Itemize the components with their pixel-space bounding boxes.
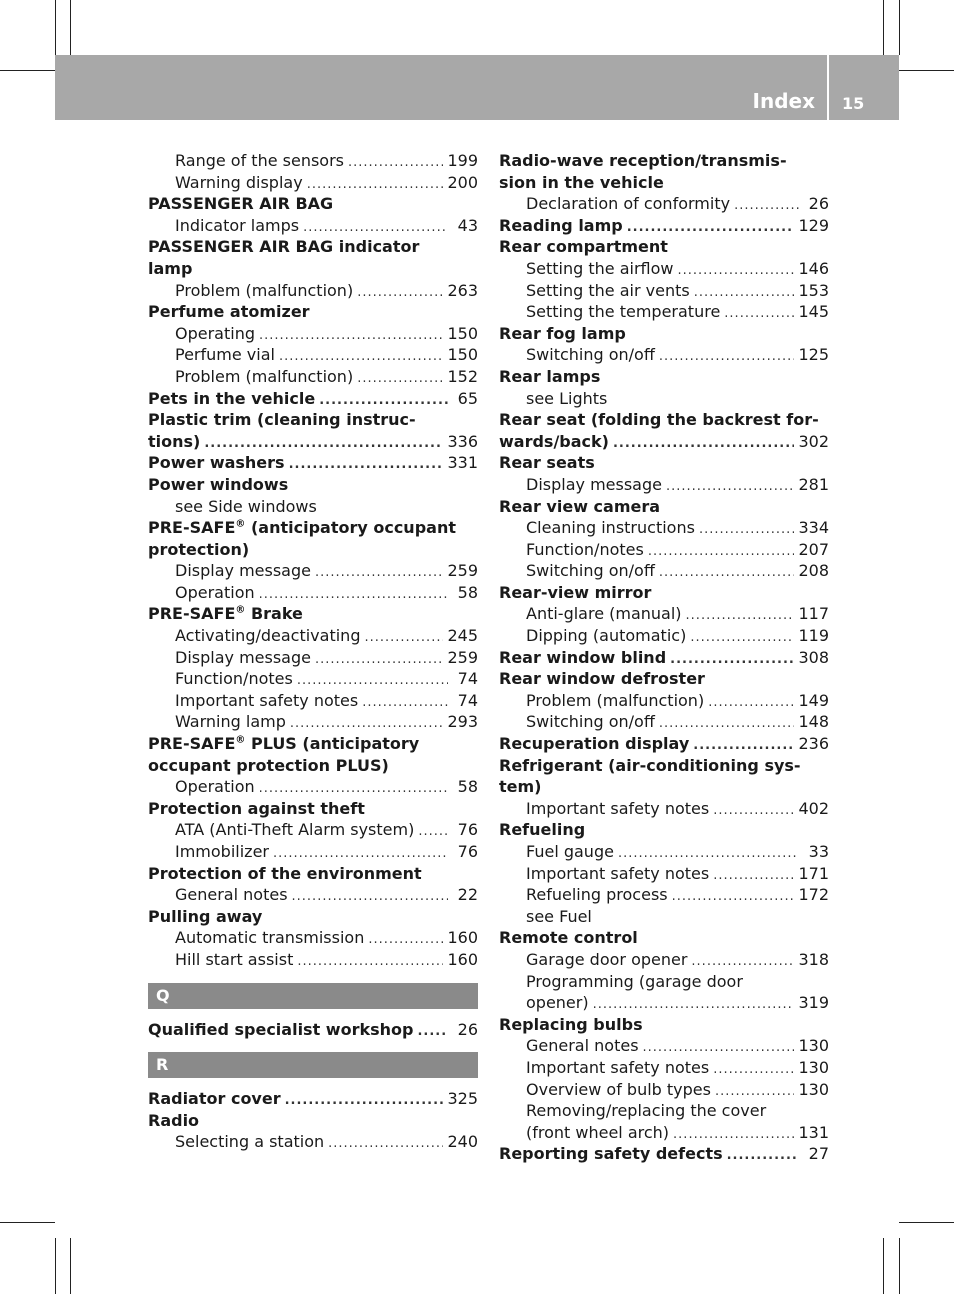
- entry-label: wards/back): [499, 431, 609, 451]
- page-reference[interactable]: 76: [457, 820, 478, 840]
- dot-leader: [678, 260, 795, 282]
- page-reference[interactable]: 208: [798, 561, 829, 581]
- index-subentry[interactable]: [499, 690, 829, 712]
- index-reference: see Lights: [526, 388, 608, 408]
- page-reference[interactable]: 240: [447, 1132, 478, 1152]
- index-heading: [148, 517, 478, 539]
- entry-label: Refueling process: [526, 885, 668, 905]
- entry-label: Fuel gauge: [526, 842, 614, 861]
- entry-label: Declaration of conformity: [526, 194, 731, 214]
- page-reference[interactable]: 293: [447, 712, 478, 732]
- page-reference[interactable]: 33: [808, 842, 829, 861]
- index-subentry[interactable]: [148, 927, 478, 949]
- index-subentry[interactable]: [499, 193, 829, 215]
- entry-label: Reading lamp: [499, 215, 623, 235]
- index-heading: [148, 603, 478, 625]
- crop-mark: [899, 70, 954, 71]
- dot-leader: [328, 1133, 443, 1155]
- index-subentry[interactable]: [499, 625, 829, 647]
- page-reference[interactable]: 172: [798, 885, 829, 905]
- index-subentry[interactable]: [499, 539, 829, 561]
- entry-label: opener): [526, 993, 589, 1013]
- index-subentry[interactable]: [148, 625, 478, 647]
- entry-label: Pets in the vehicle: [148, 388, 316, 408]
- crop-mark: [70, 0, 71, 55]
- page-reference[interactable]: 259: [447, 561, 478, 581]
- entry-label: Automatic transmission: [175, 928, 365, 948]
- entry-label: Display message: [175, 647, 311, 667]
- page-reference[interactable]: 27: [808, 1144, 829, 1164]
- dot-leader: [713, 865, 794, 887]
- dot-leader: [659, 562, 795, 584]
- page-reference[interactable]: 200: [447, 172, 478, 192]
- entry-label: Function/notes: [175, 669, 293, 689]
- index-subentry[interactable]: [148, 647, 478, 669]
- index-heading: Remote control: [499, 928, 638, 948]
- index-heading: Rear view camera: [499, 496, 661, 516]
- entry-label: Reporting safety defects: [499, 1144, 723, 1164]
- entry-label: Power washers: [148, 453, 285, 473]
- page-reference[interactable]: 199: [447, 151, 478, 170]
- page-reference[interactable]: 148: [798, 712, 829, 732]
- index-entry[interactable]: [148, 452, 478, 474]
- index-heading: Protection of the environment: [148, 863, 422, 883]
- dot-leader: [357, 282, 443, 304]
- page-reference[interactable]: 26: [457, 1019, 478, 1039]
- index-heading: protection): [148, 539, 250, 559]
- index-heading: Rear-view mirror: [499, 582, 652, 602]
- index-subentry[interactable]: [148, 172, 478, 194]
- index-heading: Protection against theft: [148, 798, 365, 818]
- entry-label: Selecting a station: [175, 1132, 325, 1152]
- index-entry[interactable]: [499, 647, 829, 669]
- dot-leader: [259, 325, 443, 347]
- page-reference[interactable]: 152: [447, 366, 478, 386]
- index-entry[interactable]: [499, 733, 829, 755]
- index-heading: PASSENGER AIR BAG indicator: [148, 237, 420, 257]
- dot-leader: [348, 152, 443, 174]
- index-subentry[interactable]: [499, 711, 829, 733]
- crop-mark: [70, 1238, 71, 1294]
- page-reference[interactable]: 65: [457, 388, 478, 408]
- dot-leader: [417, 1021, 448, 1043]
- entry-label: Display message: [175, 561, 311, 581]
- dot-leader: [289, 454, 444, 476]
- page-reference[interactable]: 131: [798, 1122, 829, 1142]
- dot-leader: [273, 843, 448, 865]
- index-entry[interactable]: [148, 1088, 478, 1110]
- index-reference: see Fuel: [526, 906, 592, 926]
- heading-text: (anticipatory occupant: [245, 518, 456, 538]
- page-reference[interactable]: 331: [447, 453, 478, 473]
- dot-leader: [368, 929, 443, 951]
- index-subentry[interactable]: [499, 884, 829, 906]
- dot-leader: [686, 605, 795, 627]
- entry-label: Dipping (automatic): [526, 626, 687, 646]
- index-subentry[interactable]: [499, 280, 829, 302]
- page-reference[interactable]: 263: [447, 280, 478, 300]
- entry-label: Rear window blind: [499, 647, 667, 667]
- index-subentry[interactable]: [148, 841, 478, 863]
- page-reference[interactable]: 119: [798, 626, 829, 646]
- entry-label: Important safety notes: [526, 798, 710, 818]
- index-column-left: [148, 150, 478, 1153]
- index-subentry[interactable]: [499, 1057, 829, 1079]
- index-entry[interactable]: [499, 431, 829, 453]
- entry-label: tions): [148, 431, 201, 451]
- index-subentry[interactable]: [148, 582, 478, 604]
- index-subentry[interactable]: [499, 517, 829, 539]
- index-reference: Removing/replacing the cover: [526, 1101, 767, 1121]
- index-subentry[interactable]: [499, 301, 829, 323]
- entry-label: Function/notes: [526, 539, 644, 559]
- entry-label: Recuperation display: [499, 734, 690, 754]
- page-reference[interactable]: 308: [798, 647, 829, 667]
- dot-leader: [734, 195, 799, 217]
- index-heading: Plastic trim (cleaning instruc-: [148, 410, 416, 430]
- entry-label: Important safety notes: [526, 1057, 710, 1077]
- index-subentry[interactable]: [499, 949, 829, 971]
- index-subentry[interactable]: [499, 344, 829, 366]
- index-entry[interactable]: [148, 1019, 478, 1041]
- dot-leader: [690, 627, 794, 649]
- index-heading: Pulling away: [148, 906, 263, 926]
- section-letter: R: [148, 1052, 478, 1078]
- index-heading: Refueling: [499, 820, 586, 840]
- entry-label: General notes: [175, 885, 288, 905]
- entry-label: Range of the sensors: [175, 151, 345, 170]
- index-subentry[interactable]: [148, 344, 478, 366]
- page-reference[interactable]: 319: [798, 993, 829, 1013]
- index-entry[interactable]: [499, 215, 829, 237]
- index-subentry[interactable]: [148, 711, 478, 733]
- page-reference[interactable]: 130: [798, 1079, 829, 1099]
- page-reference[interactable]: 281: [798, 474, 829, 494]
- heading-text: PRE-SAFE: [148, 518, 236, 538]
- registered-mark: ®: [235, 734, 246, 746]
- index-heading: sion in the vehicle: [499, 172, 664, 192]
- index-subentry[interactable]: [148, 150, 478, 172]
- entry-label: Operation: [175, 582, 255, 602]
- dot-leader: [672, 886, 795, 908]
- entry-label: Anti-glare (manual): [526, 604, 682, 624]
- index-subentry[interactable]: [499, 603, 829, 625]
- dot-leader: [666, 476, 794, 498]
- dot-leader: [315, 649, 443, 671]
- page-reference[interactable]: 43: [457, 215, 478, 235]
- crop-mark: [55, 1238, 56, 1294]
- index-heading: Rear window defroster: [499, 669, 705, 689]
- index-subentry[interactable]: [148, 884, 478, 906]
- dot-leader: [315, 562, 443, 584]
- index-subentry[interactable]: [148, 949, 478, 971]
- entry-label: Immobilizer: [175, 842, 269, 861]
- index-subentry[interactable]: [499, 1122, 829, 1144]
- page-reference[interactable]: 318: [798, 949, 829, 969]
- entry-label: Important safety notes: [526, 863, 710, 883]
- index-heading: Perfume atomizer: [148, 302, 310, 322]
- entry-label: Cleaning instructions: [526, 518, 695, 538]
- crop-mark: [883, 0, 884, 55]
- page-reference[interactable]: 150: [447, 323, 478, 343]
- index-subentry[interactable]: [499, 560, 829, 582]
- entry-label: Operating: [175, 323, 255, 343]
- entry-label: Hill start assist: [175, 949, 294, 969]
- entry-label: Garage door opener: [526, 949, 688, 969]
- entry-label: Problem (malfunction): [175, 366, 354, 386]
- page-reference[interactable]: 22: [457, 885, 478, 905]
- crop-mark: [899, 1222, 954, 1223]
- dot-leader: [297, 951, 443, 973]
- entry-label: (front wheel arch): [526, 1122, 670, 1142]
- index-subentry[interactable]: [499, 863, 829, 885]
- dot-leader: [699, 519, 795, 541]
- index-heading: Rear seat (folding the backrest for-: [499, 410, 819, 430]
- entry-label: General notes: [526, 1036, 639, 1056]
- dot-leader: [708, 692, 794, 714]
- heading-text: PRE-SAFE: [148, 734, 236, 754]
- dot-leader: [418, 821, 448, 843]
- index-entry[interactable]: [148, 431, 478, 453]
- page-reference[interactable]: 26: [808, 194, 829, 214]
- entry-label: Problem (malfunction): [175, 280, 354, 300]
- crop-mark: [55, 0, 56, 55]
- entry-label: Warning display: [175, 172, 303, 192]
- crop-mark: [0, 1222, 55, 1223]
- page-reference[interactable]: 58: [457, 582, 478, 602]
- index-entry[interactable]: [148, 388, 478, 410]
- page-reference[interactable]: 130: [798, 1036, 829, 1056]
- index-subentry[interactable]: [148, 280, 478, 302]
- entry-label: ATA (Anti-Theft Alarm system): [175, 820, 415, 840]
- dot-leader: [285, 1090, 444, 1112]
- page-reference[interactable]: 130: [798, 1057, 829, 1077]
- index-column-right: [499, 150, 829, 1165]
- page-reference[interactable]: 336: [447, 431, 478, 451]
- index-heading: Rear lamps: [499, 366, 601, 386]
- page-reference[interactable]: 236: [798, 734, 829, 754]
- page-reference[interactable]: 160: [447, 928, 478, 948]
- dot-leader: [713, 1059, 794, 1081]
- index-subentry[interactable]: [148, 215, 478, 237]
- index-heading: Refrigerant (air-conditioning sys-: [499, 755, 801, 775]
- crop-mark: [899, 0, 900, 55]
- page-reference[interactable]: 171: [798, 863, 829, 883]
- page-reference[interactable]: 302: [798, 431, 829, 451]
- index-subentry[interactable]: [499, 1035, 829, 1057]
- page-title: Index: [752, 89, 815, 113]
- dot-leader: [613, 433, 794, 455]
- heading-text: PRE-SAFE: [148, 604, 236, 624]
- page-reference[interactable]: 74: [457, 669, 478, 689]
- page-reference[interactable]: 76: [457, 842, 478, 861]
- page-reference[interactable]: 149: [798, 690, 829, 710]
- crop-mark: [899, 1238, 900, 1294]
- index-heading: Rear fog lamp: [499, 323, 626, 343]
- page-reference[interactable]: 125: [798, 345, 829, 365]
- page-reference[interactable]: 153: [798, 280, 829, 300]
- entry-label: Switching on/off: [526, 712, 655, 732]
- entry-label: Warning lamp: [175, 712, 286, 732]
- entry-label: Perfume vial: [175, 345, 275, 365]
- index-heading: lamp: [148, 258, 193, 278]
- index-subentry[interactable]: [148, 819, 478, 841]
- entry-label: Activating/deactivating: [175, 626, 361, 646]
- header-divider: [827, 55, 829, 120]
- entry-label: Qualified specialist workshop: [148, 1019, 414, 1039]
- index-subentry[interactable]: [499, 1079, 829, 1101]
- page-reference[interactable]: 160: [447, 949, 478, 969]
- index-subentry[interactable]: [148, 690, 478, 712]
- dot-leader: [362, 692, 448, 714]
- index-heading: Power windows: [148, 474, 289, 494]
- page-reference[interactable]: 129: [798, 215, 829, 235]
- entry-label: Operation: [175, 777, 255, 797]
- page-reference[interactable]: 259: [447, 647, 478, 667]
- entry-label: Switching on/off: [526, 561, 655, 581]
- index-heading: PASSENGER AIR BAG: [148, 194, 334, 214]
- dot-leader: [713, 800, 794, 822]
- dot-leader: [357, 368, 443, 390]
- page-number: 15: [842, 94, 865, 113]
- index-heading: [148, 733, 478, 755]
- dot-leader: [693, 735, 794, 757]
- dot-leader: [648, 541, 795, 563]
- index-heading: Replacing bulbs: [499, 1014, 643, 1034]
- page-reference[interactable]: 58: [457, 777, 478, 797]
- dot-leader: [659, 346, 795, 368]
- entry-label: Setting the temperature: [526, 302, 721, 322]
- page-reference[interactable]: 145: [798, 302, 829, 322]
- entry-label: Indicator lamps: [175, 215, 300, 235]
- index-heading: tem): [499, 777, 542, 797]
- dot-leader: [292, 886, 448, 908]
- index-subentry[interactable]: [499, 841, 829, 863]
- index-entry[interactable]: [499, 1143, 829, 1165]
- page-reference[interactable]: 325: [447, 1089, 478, 1109]
- crop-mark: [883, 1238, 884, 1294]
- crop-mark: [0, 70, 55, 71]
- index-subentry[interactable]: [148, 560, 478, 582]
- dot-leader: [691, 951, 794, 973]
- registered-mark: ®: [235, 605, 246, 617]
- index-subentry[interactable]: [499, 992, 829, 1014]
- registered-mark: ®: [235, 518, 246, 530]
- entry-label: Setting the airflow: [526, 258, 674, 278]
- dot-leader: [259, 778, 448, 800]
- entry-label: Display message: [526, 474, 662, 494]
- index-heading: Rear compartment: [499, 237, 668, 257]
- dot-leader: [724, 303, 794, 325]
- index-heading: Radio-wave reception/transmis-: [499, 151, 787, 170]
- page-reference[interactable]: 117: [798, 604, 829, 624]
- page-reference[interactable]: 150: [447, 345, 478, 365]
- dot-leader: [593, 994, 795, 1016]
- dot-leader: [727, 1145, 799, 1167]
- page-header: [55, 55, 899, 120]
- index-reference: Programming (garage door: [526, 971, 743, 991]
- heading-text: Brake: [245, 604, 303, 624]
- index-subentry[interactable]: [499, 258, 829, 280]
- page-reference[interactable]: 402: [798, 798, 829, 818]
- entry-label: Important safety notes: [175, 690, 359, 710]
- entry-label: Setting the air vents: [526, 280, 690, 300]
- entry-label: Switching on/off: [526, 345, 655, 365]
- page-reference[interactable]: 245: [447, 626, 478, 646]
- entry-label: Problem (malfunction): [526, 690, 705, 710]
- index-reference: see Side windows: [175, 496, 317, 516]
- page-reference[interactable]: 334: [798, 518, 829, 538]
- page-reference[interactable]: 146: [798, 258, 829, 278]
- index-subentry[interactable]: [148, 668, 478, 690]
- index-subentry[interactable]: [499, 798, 829, 820]
- heading-text: PLUS (anticipatory: [245, 734, 420, 754]
- index-subentry[interactable]: [148, 1131, 478, 1153]
- index-subentry[interactable]: [148, 776, 478, 798]
- index-subentry[interactable]: [499, 474, 829, 496]
- entry-label: Radiator cover: [148, 1089, 281, 1109]
- section-letter: Q: [148, 983, 478, 1009]
- page-reference[interactable]: 74: [457, 690, 478, 710]
- page-reference[interactable]: 207: [798, 539, 829, 559]
- index-subentry[interactable]: [148, 366, 478, 388]
- dot-leader: [364, 627, 443, 649]
- index-subentry[interactable]: [148, 323, 478, 345]
- index-heading: occupant protection PLUS): [148, 755, 389, 775]
- entry-label: Overview of bulb types: [526, 1079, 711, 1099]
- index-heading: Rear seats: [499, 453, 595, 473]
- index-heading: Radio: [148, 1110, 200, 1130]
